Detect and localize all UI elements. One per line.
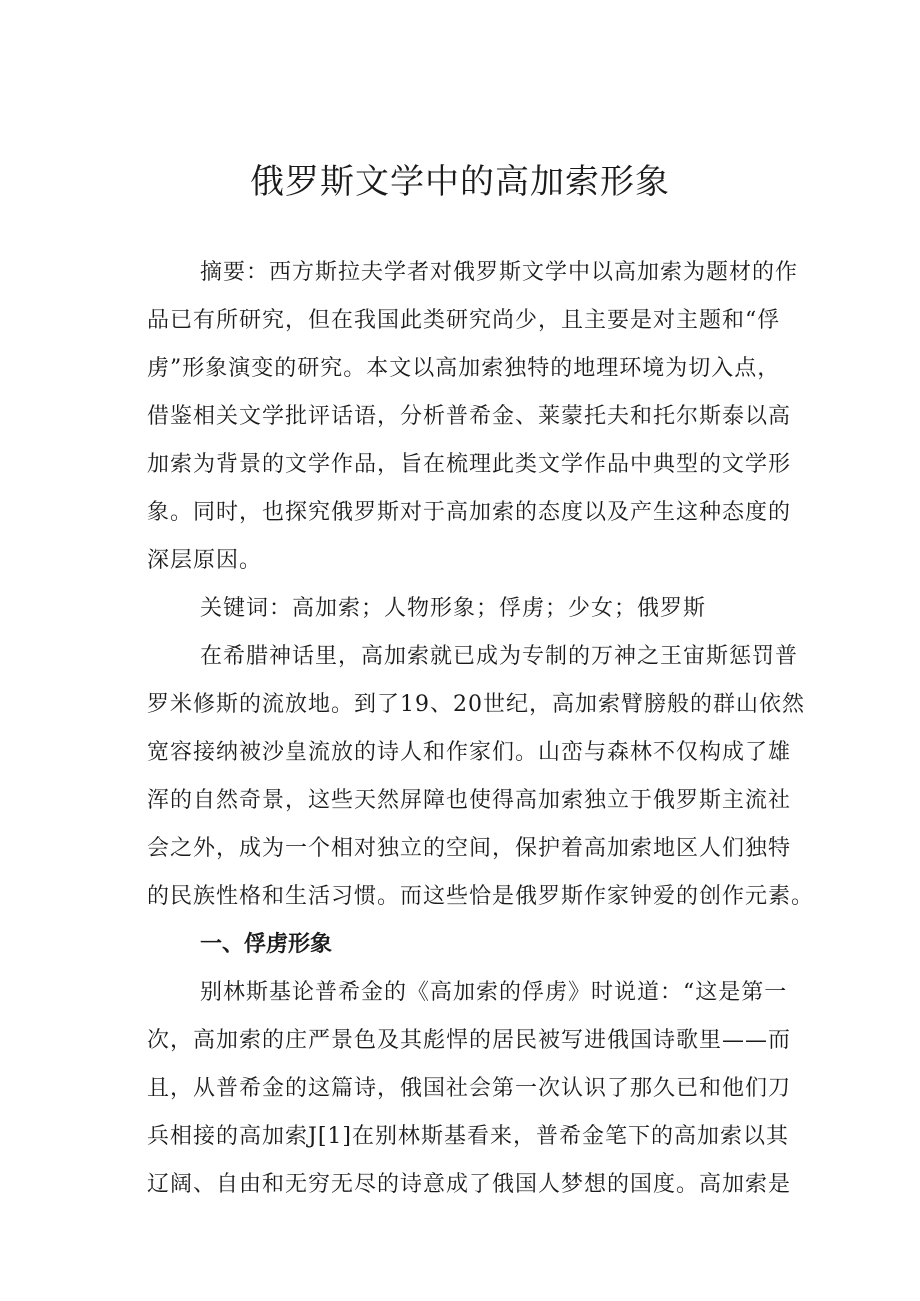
body-line: 次，高加索的庄严景色及其彪悍的居民被写进俄国诗歌里——而 <box>147 1028 792 1053</box>
abstract-line: 品已有所研究，但在我国此类研究尚少，且主要是对主题和“俘 <box>147 308 781 333</box>
document-title: 俄罗斯文学中的高加索形象 <box>250 162 670 202</box>
abstract-line: 虏”形象演变的研究。本文以高加索独特的地理环境为切入点， <box>147 356 781 381</box>
body-line: 浑的自然奇景，这些天然屏障也使得高加索独立于俄罗斯主流社 <box>147 788 792 813</box>
abstract-line: 深层原因。 <box>147 548 263 573</box>
body-line: 在希腊神话里，高加索就已成为专制的万神之王宙斯惩罚普 <box>200 644 799 669</box>
body-line: 的民族性格和生活习惯。而这些恰是俄罗斯作家钟爱的创作元素。 <box>147 884 815 909</box>
body-line: 罗米修斯的流放地。到了19、20世纪，高加索臂膀般的群山依然 <box>147 692 805 717</box>
body-line: 且，从普希金的这篇诗，俄国社会第一次认识了那久已和他们刀 <box>147 1076 792 1101</box>
body-line: 兵相接的高加索J[1]在别林斯基看来，普希金笔下的高加索以其 <box>147 1124 789 1149</box>
abstract-line: 象。同时，也探究俄罗斯对于高加索的态度以及产生这种态度的 <box>147 500 792 525</box>
body-line: 别林斯基论普希金的《高加索的俘虏》时说道：“这是第一 <box>200 980 788 1005</box>
keywords-line: 关键词：高加索；人物形象；俘虏；少女；俄罗斯 <box>200 596 707 621</box>
abstract-line: 借鉴相关文学批评话语，分析普希金、莱蒙托夫和托尔斯泰以高 <box>147 404 792 429</box>
body-line: 宽容接纳被沙皇流放的诗人和作家们。山峦与森林不仅构成了雄 <box>147 740 792 765</box>
section-heading: 一、俘虏形象 <box>200 932 333 957</box>
abstract-line: 摘要：西方斯拉夫学者对俄罗斯文学中以高加索为题材的作 <box>200 260 799 285</box>
abstract-line: 加索为背景的文学作品，旨在梳理此类文学作品中典型的文学形 <box>147 452 792 477</box>
body-line: 辽阔、自由和无穷无尽的诗意成了俄国人梦想的国度。高加索是 <box>147 1172 792 1197</box>
body-line: 会之外，成为一个相对独立的空间，保护着高加索地区人们独特 <box>147 836 792 861</box>
